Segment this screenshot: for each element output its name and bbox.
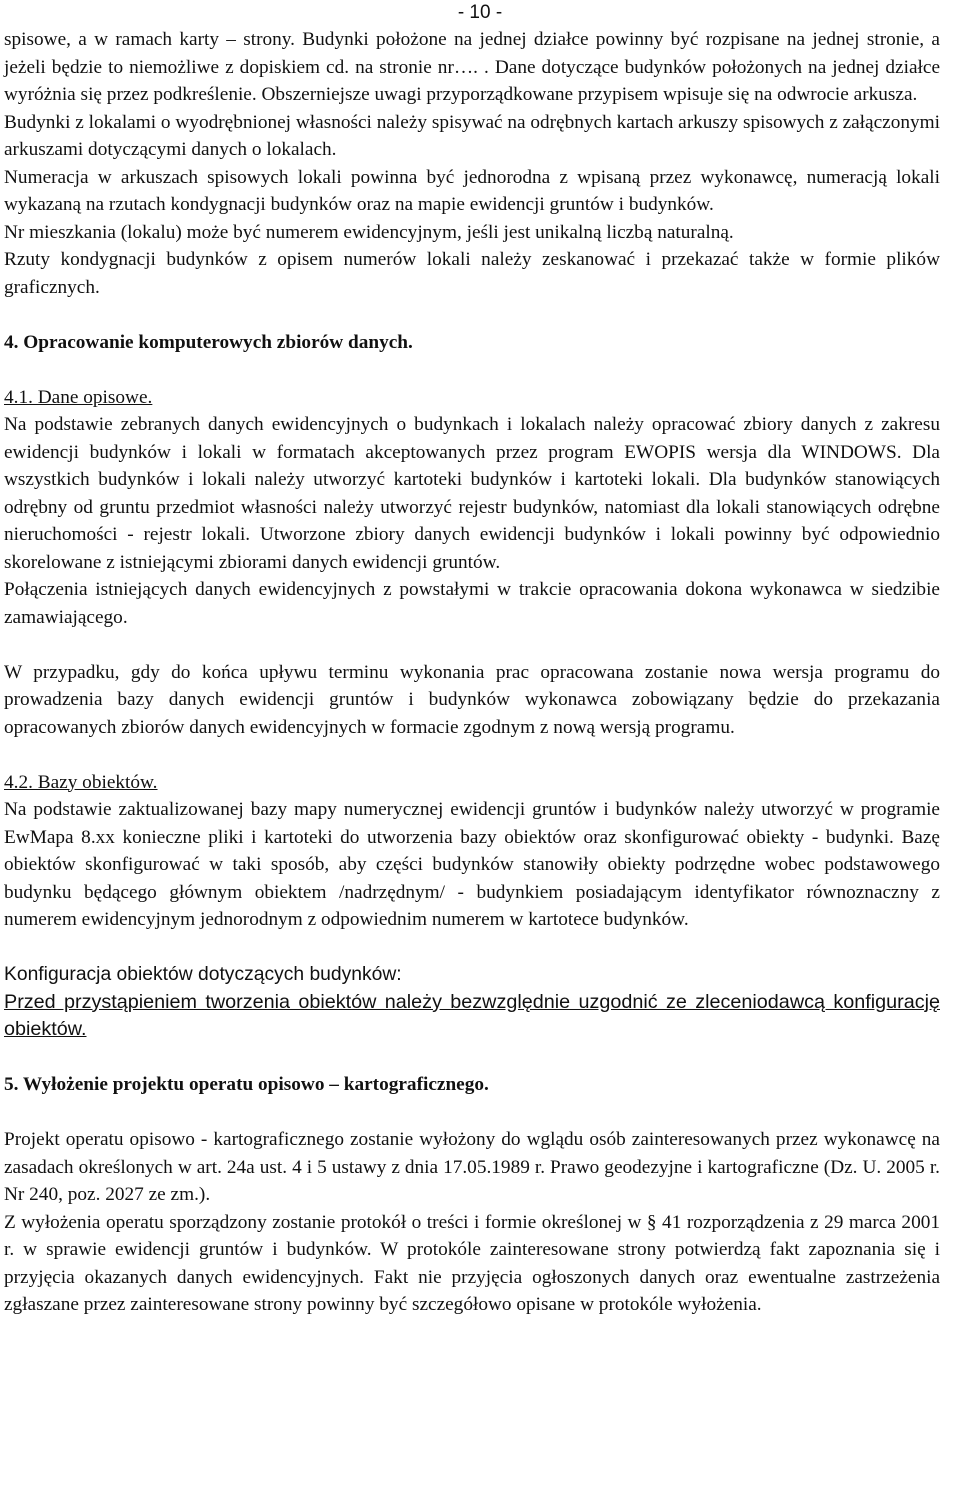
page-number: - 10 - bbox=[457, 2, 503, 23]
spacer bbox=[4, 1099, 940, 1127]
spacer bbox=[4, 631, 940, 659]
spacer bbox=[4, 934, 940, 962]
spacer bbox=[4, 301, 940, 329]
spacer bbox=[4, 741, 940, 769]
section-4-1-paragraph-3: W przypadku, gdy do końca upływu terminu wykonania prac opracowana zostanie nowa wersja programu do prowadzenia bazy danych ewidencji gruntów i budynków wykonawca zobowiązany będzie do przekazania opracowanych zbiorów danych ewidencyjnych w formacie zgodnym z nową wersją programu. bbox=[4, 661, 940, 738]
intro-paragraph-2: Budynki z lokalami o wyodrębnionej własności należy spisywać na odrębnych kartach arkuszy spisowych z załączonymi arkuszami dotyczącymi danych o lokalach. bbox=[4, 111, 940, 160]
section-5-paragraph-2: Z wyłożenia operatu sporządzony zostanie protokół o treści i formie określonej w § 41 rozporządzenia z 29 marca 2001 r. w sprawie ewidencji gruntów i budynków. W protokóle zainteresowane strony potwierdzą fakt zapoznania się i przyjęcia okazanych danych ewidencyjnych. Fakt nie przyjęcia ogłoszonych danych oraz ewentualne zastrzeżenia zgłaszane przez zainteresowane strony powinny być szczegółowo opisane w protokóle wyłożenia. bbox=[4, 1211, 940, 1315]
config-note: Przed przystąpieniem tworzenia obiektów należy bezwzględnie uzgodnić ze zleceniodawcą konfigurację obiektów. bbox=[4, 990, 940, 1040]
spacer bbox=[4, 356, 940, 384]
spacer bbox=[4, 1044, 940, 1072]
document-body bbox=[4, 26, 940, 1319]
section-4-heading: 4. Opracowanie komputerowych zbiorów danych. bbox=[4, 331, 413, 353]
section-4-1-heading: 4.1. Dane opisowe. bbox=[4, 386, 153, 408]
config-label: Konfiguracja obiektów dotyczących budynków: bbox=[4, 964, 402, 985]
intro-paragraph-4: Nr mieszkania (lokalu) może być numerem ewidencyjnym, jeśli jest unikalną liczbą naturalną. bbox=[4, 221, 734, 243]
section-4-2-paragraph-1: Na podstawie zaktualizowanej bazy mapy numerycznej ewidencji gruntów i budynków należy utworzyć w programie EwMapa 8.xx konieczne pliki i kartoteki do utworzenia bazy obiektów oraz skonfigurować obiekty - budynki. Bazę obiektów skonfigurować w taki sposób, aby części budynków stanowiły obiekty podrzędne wobec podstawowego budynku będącego głównym obiektem /nadrzędnym/ - budynkiem posiadającym identyfikator równoznaczny z numerem ewidencyjnym jednorodnym z odpowiednim numerem w kartotece budynków. bbox=[4, 799, 940, 930]
intro-paragraph-5: Rzuty kondygnacji budynków z opisem numerów lokali należy zeskanować i przekazać także w formie plików graficznych. bbox=[4, 249, 940, 298]
section-4-2-heading: 4.2. Bazy obiektów. bbox=[4, 771, 158, 793]
intro-paragraph-3: Numeracja w arkuszach spisowych lokali powinna być jednorodna z wpisaną przez wykonawcę, numeracją lokali wykazaną na rzutach kondygnacji budynków oraz na mapie ewidencji gruntów i budynków. bbox=[4, 166, 940, 215]
section-5-paragraph-1: Projekt operatu opisowo - kartograficznego zostanie wyłożony do wglądu osób zainteresowanych przez wykonawcę na zasadach określonych w art. 24a ust. 4 i 5 ustawy z dnia 17.05.1989 r. Prawo geodezyjne i kartograficzne (Dz. U. 2005 r. Nr 240, poz. 2027 ze zm.). bbox=[4, 1129, 940, 1205]
section-5-heading: 5. Wyłożenie projektu operatu opisowo – kartograficznego. bbox=[4, 1074, 489, 1095]
section-4-1-paragraph-2: Połączenia istniejących danych ewidencyjnych z powstałymi w trakcie opracowania dokona wykonawca w siedzibie zamawiającego. bbox=[4, 579, 940, 628]
intro-paragraph-1: spisowe, a w ramach karty – strony. Budynki położone na jednej działce powinny być rozpisane na jednej stronie, a jeżeli będzie to niemożliwe z dopiskiem cd. na stronie nr…. . Dane dotyczące budynków położonych na jednej działce wyróżnia się przez podkreślenie. Obszerniejsze uwagi przyporządkowane przypisem wpisuje się na odwrocie arkusza. bbox=[4, 29, 940, 105]
section-4-1-paragraph-1: Na podstawie zebranych danych ewidencyjnych o budynkach i lokalach należy opracować zbiory danych z zakresu ewidencji budynków i lokali w formatach akceptowanych przez program EWOPIS wersja dla WINDOWS. Dla wszystkich budynków i lokali należy utworzyć kartoteki budynków i kartoteki lokali. Dla budynków stanowiących odrębny od gruntu przedmiot własności należy utworzyć rejestr budynków, natomiast dla lokali stanowiących odrębne nieruchomości - rejestr lokali. Utworzone zbiory danych ewidencji budynków i lokali powinny być odpowiednio skorelowane z istniejącymi zbiorami danych ewidencji gruntów. bbox=[4, 414, 940, 573]
